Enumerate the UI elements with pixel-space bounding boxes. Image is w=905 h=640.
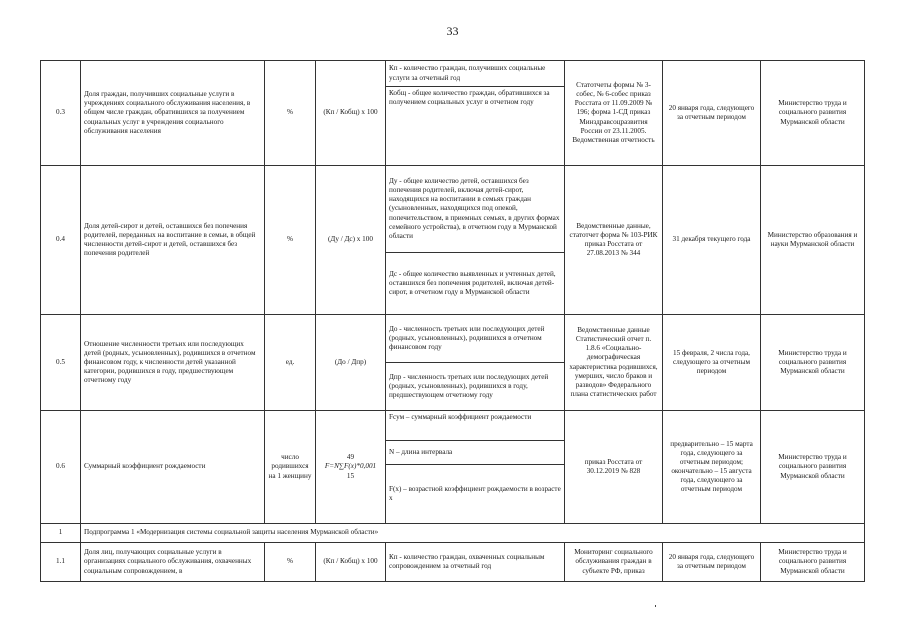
variable-cell: Дс - общее количество выявленных и учтенных детей, оставшихся без попечения родителей, включая детей-сирот, в отчетном году в Мурманской области [386, 253, 565, 315]
formula-cell: (До / Дпр) [316, 315, 386, 411]
row-number: 0.3 [41, 61, 81, 166]
deadline-cell: 15 февраля, 2 числа года, следующего за отчетным периодом [663, 315, 761, 411]
variable-cell: Ду - общее количество детей, оставшихся без попечения родителей, включая детей-сирот, находящихся на воспитании в семьях граждан (усыновленных, находящихся под опекой, попечительством, в приемных семьях, в других формах семейного устройства), в отчетном году в Мурманской области [386, 166, 565, 253]
unit-cell: ед. [265, 315, 316, 411]
source-cell: Мониторинг социального обслуживания граждан в субъекте РФ, приказ [565, 543, 663, 582]
source-cell: Ведомственные данные, статотчет форма № 103-РИК приказ Росстата от 27.08.2013 № 344 [565, 166, 663, 315]
unit-cell: % [265, 543, 316, 582]
indicator-name: Отношение численности третьих или последующих детей (родных, усыновленных), родившихся в отчетном финансовом году, к численности детей указанной категории, родившихся в году, предшествующем отчетному году [81, 315, 265, 411]
variable-cell: Кобщ - общее количество граждан, обратившихся за получением социальных услуг в отчетном году [386, 87, 565, 166]
table-row-0-3 [41, 61, 865, 87]
formula-cell [316, 411, 386, 524]
table-row-0-5 [41, 315, 865, 363]
deadline-cell: 20 января года, следующего за отчетным периодом [663, 543, 761, 582]
unit-cell: % [265, 166, 316, 315]
indicators-table [40, 60, 865, 582]
subprogram-title: Подпрограмма 1 «Модернизация системы социальной защиты населения Мурманской области» [81, 524, 865, 543]
deadline-cell: 20 января года, следующего за отчетным периодом [663, 61, 761, 166]
table-row-0-4 [41, 166, 865, 253]
responsible-cell: Министерство образования и науки Мурманской области [761, 166, 865, 315]
variable-cell: Кп - количество граждан, охваченных социальным сопровождением за отчетный год [386, 543, 565, 582]
deadline-cell: 31 декабря текущего года [663, 166, 761, 315]
source-cell: Статотчеты формы № 3-собес, № 6-собес приказ Росстата от 11.09.2009 № 196; форма 1-СД приказ Минздравсоцразвития России от 23.11.2005. Ведомственная отчетность [565, 61, 663, 166]
fertility-formula: F=N∑F(x)*0,001 [324, 462, 377, 471]
indicator-name: Суммарный коэффициент рождаемости [81, 411, 265, 524]
unit-cell: число родившихся на 1 женщину [265, 411, 316, 524]
indicator-name: Доля лиц, получающих социальные услуги в организациях социального обслуживания, охваченных социальным сопровождением, в [81, 543, 265, 582]
unit-cell: % [265, 61, 316, 166]
source-cell: Ведомственные данные Статистический отчет п. 1.8.6 «Социально-демографическая характеристика родившихся, умерших, число браков и разводов» Федерального плана статистических работ [565, 315, 663, 411]
formula-cell: (Ду / Дс) х 100 [316, 166, 386, 315]
scan-mark [655, 605, 656, 607]
page-number: 33 [446, 24, 459, 38]
variable-cell: Кп - количество граждан, получивших социальные услуги за отчетный год [386, 61, 565, 87]
indicator-name: Доля детей-сирот и детей, оставшихся без попечения родителей, переданных на воспитание в семьи, в общей численности детей-сирот и детей, оставшихся без попечения родителей [81, 166, 265, 315]
sum-upper-limit: 49 [346, 453, 355, 462]
responsible-cell: Министерство труда и социального развития Мурманской области [761, 315, 865, 411]
deadline-cell: предварительно – 15 марта года, следующего за отчетным периодом; окончательно – 15 августа года, следующего за отчетным периодом [663, 411, 761, 524]
table-row-1-1 [41, 543, 865, 582]
variable-cell: До - численность третьих или последующих детей (родных, усыновленных), родившихся в отчетном финансовом году [386, 315, 565, 363]
sum-lower-limit: 15 [346, 471, 355, 480]
variable-cell: Дпр - численность третьих или последующих детей (родных, усыновленных), родившихся в году, предшествующем отчетному году [386, 363, 565, 411]
indicator-name: Доля граждан, получивших социальные услуги в учреждениях социального обслуживания населения, в общем числе граждан, обратившихся за получением социальных услуг в учреждения социального обслуживания населения [81, 61, 265, 166]
responsible-cell: Министерство труда и социального развития Мурманской области [761, 543, 865, 582]
variable-cell: N – длина интервала [386, 441, 565, 465]
row-number: 1 [41, 524, 81, 543]
row-number: 1.1 [41, 543, 81, 582]
responsible-cell: Министерство труда и социального развития Мурманской области [761, 411, 865, 524]
table-row-0-6 [41, 411, 865, 441]
row-number: 0.5 [41, 315, 81, 411]
formula-cell: (Кп / Кобщ) х 100 [316, 543, 386, 582]
formula-cell: (Кп / Кобщ) х 100 [316, 61, 386, 166]
subprogram-row [41, 524, 865, 543]
responsible-cell: Министерство труда и социального развития Мурманской области [761, 61, 865, 166]
source-cell: приказ Росстата от 30.12.2019 № 828 [565, 411, 663, 524]
row-number: 0.6 [41, 411, 81, 524]
variable-cell: F(x) – возрастной коэффициент рождаемости в возрасте х [386, 465, 565, 524]
variable-cell: Fсум – суммарный коэффициент рождаемости [386, 411, 565, 441]
row-number: 0.4 [41, 166, 81, 315]
